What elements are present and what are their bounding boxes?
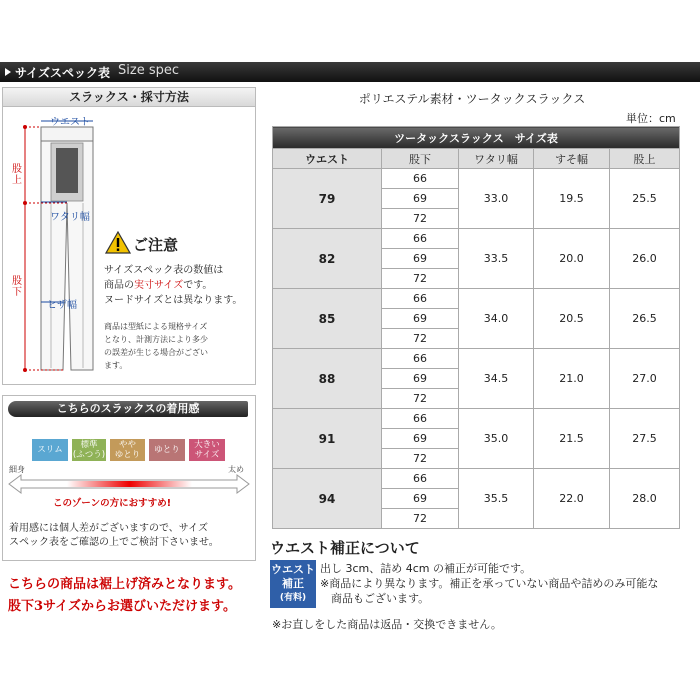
inseam-cell: 69 — [382, 429, 459, 449]
fit-range-arrow — [7, 472, 251, 496]
hemmed-notice — [8, 574, 241, 618]
hemmed-notice-line: 股下3サイズからお選びいただけます。 — [8, 599, 236, 614]
inseam-cell: 66 — [382, 469, 459, 489]
section-header — [0, 62, 700, 82]
waist-cell: 88 — [273, 349, 382, 409]
header-thigh: ワタリ幅 — [459, 149, 534, 169]
caution-line-part: です。 — [183, 280, 213, 291]
hem-cell: 20.5 — [534, 289, 610, 349]
header-hem: すそ幅 — [534, 149, 610, 169]
inseam-cell: 72 — [382, 449, 459, 469]
fit-panel — [2, 395, 256, 561]
thigh-cell: 33.0 — [459, 169, 534, 229]
badge-line: (有料) — [279, 593, 307, 603]
inseam-cell: 72 — [382, 269, 459, 289]
table-header-row — [273, 149, 680, 169]
measure-panel — [2, 87, 256, 385]
inseam-cell: 72 — [382, 509, 459, 529]
rise-char-2: 上 — [12, 175, 22, 186]
material-subtitle: ポリエステル素材・ツータックスラックス — [358, 92, 586, 106]
rise-cell: 26.0 — [610, 229, 680, 289]
thigh-cell: 35.5 — [459, 469, 534, 529]
thin-label: 細身 — [9, 465, 25, 474]
inseam-cell: 66 — [382, 229, 459, 249]
rise-cell: 27.5 — [610, 409, 680, 469]
caution-highlight: 実寸サイズ — [134, 280, 184, 291]
waist-label: ウエスト — [50, 117, 90, 128]
fit-note-line: 着用感には個人差がございますので、サイズ — [9, 523, 208, 534]
caution-small-line: 商品は型紙による規格サイズ — [104, 322, 208, 331]
inseam-cell: 66 — [382, 409, 459, 429]
badge-line: ウエスト — [271, 563, 315, 576]
trousers-illustration — [3, 108, 103, 383]
rise-char-1: 股 — [12, 164, 22, 175]
caution-text — [104, 263, 256, 308]
waist-adjust-badge — [270, 560, 316, 608]
table-row — [273, 349, 680, 369]
waist-adjust-line: 出し 3cm、詰め 4cm の補正が可能です。 — [320, 562, 532, 575]
thigh-cell: 34.0 — [459, 289, 534, 349]
inseam-cell: 66 — [382, 349, 459, 369]
waist-cell: 94 — [273, 469, 382, 529]
rise-cell: 27.0 — [610, 349, 680, 409]
table-row — [273, 469, 680, 489]
inseam-cell: 69 — [382, 249, 459, 269]
fit-loose: ゆとり — [149, 439, 185, 461]
inseam-cell: 72 — [382, 209, 459, 229]
caution-small-text — [104, 320, 254, 372]
thigh-cell: 33.5 — [459, 229, 534, 289]
table-title: ツータックスラックス サイズ表 — [273, 127, 680, 149]
thigh-label: ワタリ幅 — [50, 212, 90, 223]
waist-adjust-text — [320, 561, 695, 606]
caution-line — [104, 278, 256, 293]
hem-label: ヒザ幅 — [47, 300, 77, 311]
header-inseam: 股下 — [382, 149, 459, 169]
table-row — [273, 289, 680, 309]
inseam-cell: 69 — [382, 369, 459, 389]
hem-cell: 21.5 — [534, 409, 610, 469]
header-title-en: Size spec — [118, 63, 179, 78]
thigh-cell: 34.5 — [459, 349, 534, 409]
inseam-cell: 69 — [382, 189, 459, 209]
thigh-cell: 35.0 — [459, 409, 534, 469]
thick-label: 太め — [228, 465, 244, 474]
waist-cell: 91 — [273, 409, 382, 469]
inseam-label — [12, 276, 22, 298]
header-title-jp: サイズスペック表 — [15, 66, 111, 80]
triangle-icon — [5, 68, 11, 76]
waist-cell: 82 — [273, 229, 382, 289]
caution-line: サイズスペック表の数値は — [104, 265, 224, 276]
waist-adjust-heading: ウエスト補正について — [270, 539, 420, 557]
rise-cell: 26.5 — [610, 289, 680, 349]
badge-line: 補正 — [282, 577, 304, 590]
fit-standard: 標準 (ふつう) — [72, 440, 106, 460]
warning-icon — [105, 231, 131, 254]
fit-note-line: スペック表をご確認の上でご検討下さいませ。 — [9, 537, 219, 548]
unit-label: 単位：cm — [626, 112, 676, 125]
inseam-cell: 66 — [382, 169, 459, 189]
waist-cell: 79 — [273, 169, 382, 229]
waist-cell: 85 — [273, 289, 382, 349]
fit-title: こちらのスラックスの着用感 — [8, 401, 248, 417]
inseam-cell: 69 — [382, 489, 459, 509]
return-note: ※お直しをした商品は返品・交換できません。 — [272, 618, 502, 631]
inseam-char-1: 股 — [12, 276, 22, 287]
rise-cell: 25.5 — [610, 169, 680, 229]
inseam-char-2: 下 — [12, 287, 22, 298]
caution-line: ヌードサイズとは異なります。 — [104, 295, 243, 306]
rise-cell: 28.0 — [610, 469, 680, 529]
fit-large: 大きい サイズ — [189, 439, 225, 461]
fit-note — [9, 522, 254, 550]
hem-cell: 19.5 — [534, 169, 610, 229]
hem-cell: 20.0 — [534, 229, 610, 289]
waist-adjust-line: 商品もございます。 — [320, 592, 430, 605]
size-table — [272, 126, 680, 529]
caution-small-line: ます。 — [104, 361, 128, 370]
hem-cell: 21.0 — [534, 349, 610, 409]
rise-label — [12, 164, 22, 186]
hemmed-notice-line: こちらの商品は裾上げ済みとなります。 — [8, 577, 241, 592]
table-row — [273, 229, 680, 249]
hem-cell: 22.0 — [534, 469, 610, 529]
inseam-cell: 66 — [382, 289, 459, 309]
fit-slim: スリム — [32, 439, 68, 461]
recommend-text: このゾーンの方におすすめ! — [53, 498, 172, 509]
header-rise: 股上 — [610, 149, 680, 169]
table-row — [273, 409, 680, 429]
inseam-cell: 72 — [382, 389, 459, 409]
caution-title: ご注意 — [133, 236, 179, 254]
caution-small-line: の誤差が生じる場合がござい — [104, 348, 208, 357]
inseam-cell: 72 — [382, 329, 459, 349]
caution-small-line: となり、計測方法により多少 — [104, 335, 208, 344]
header-waist: ウエスト — [273, 149, 382, 169]
table-row — [273, 169, 680, 189]
waist-adjust-line: ※商品により異なります。補正を承っていない商品や詰めのみ可能な — [320, 577, 659, 590]
measure-title: スラックス・採寸方法 — [3, 88, 255, 107]
fit-slightly-loose: やや ゆとり — [110, 439, 145, 461]
inseam-cell: 69 — [382, 309, 459, 329]
caution-line-part: 商品の — [104, 280, 134, 291]
